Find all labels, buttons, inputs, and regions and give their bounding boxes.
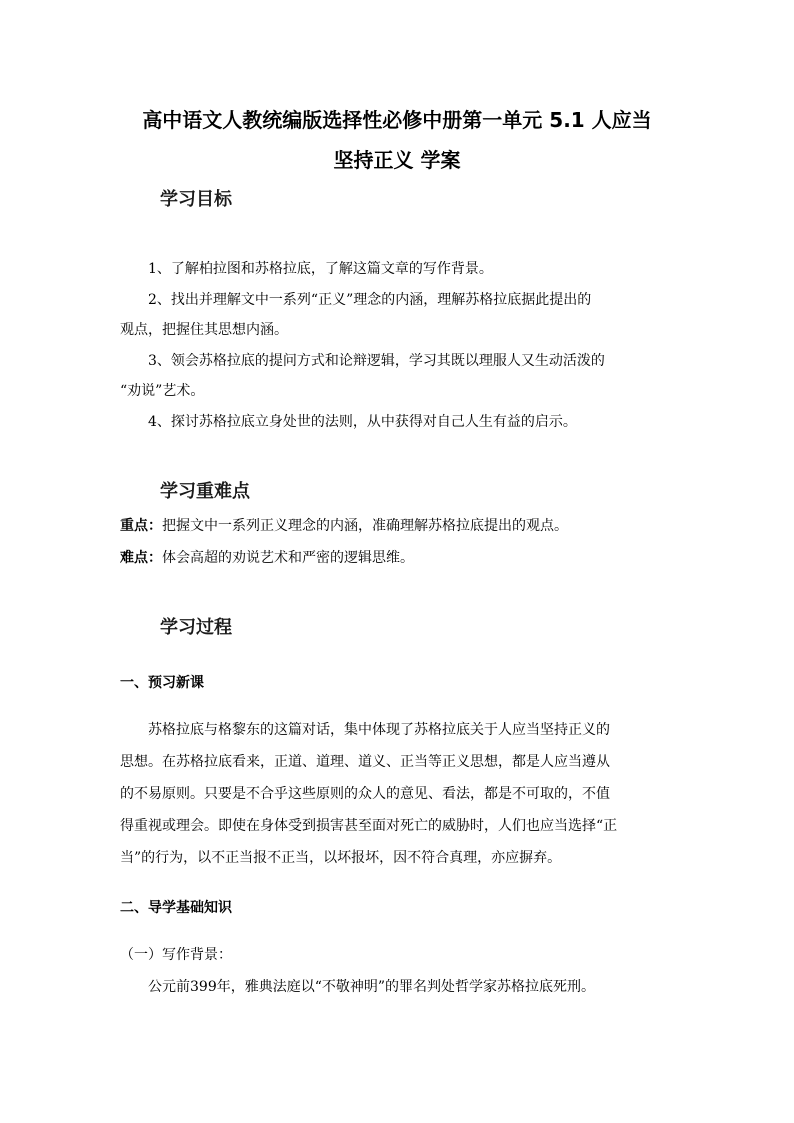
part1-heading: 一、预习新课 (120, 675, 204, 691)
objective-line: 4、探讨苏格拉底立身处世的法则，从中获得对自己人生有益的启示。 (148, 414, 577, 430)
focus-label: 重点： (120, 518, 162, 534)
process-heading: 学习过程 (160, 617, 232, 638)
objective-line: 2、找出并理解文中一系列“正义”理念的内涵，理解苏格拉底据此提出的 (148, 292, 592, 308)
objective-line: “劝说”艺术。 (120, 383, 205, 399)
focus-line (120, 516, 568, 536)
objectives-heading: 学习目标 (160, 189, 232, 210)
difficulty-line (120, 548, 414, 568)
objective-line: 1、了解柏拉图和苏格拉底，了解这篇文章的写作背景。 (148, 261, 493, 277)
paragraph-line: 思想。在苏格拉底看来，正道、道理、道义、正当等正义思想，都是人应当遵从 (120, 754, 610, 770)
objective-line: 3、领会苏格拉底的提问方式和论辩逻辑，学习其既以理服人又生动活泼的 (148, 353, 605, 369)
difficulty-label: 难点： (120, 550, 162, 566)
key-points-heading: 学习重难点 (160, 481, 250, 502)
paragraph-line: 当”的行为，以不正当报不正当，以坏报坏，因不符合真理，亦应摒弃。 (120, 850, 562, 866)
paragraph-line: 苏格拉底与格黎东的这篇对话，集中体现了苏格拉底关于人应当坚持正义的 (148, 722, 610, 738)
paragraph-line: 的不易原则。只要是不合乎这些原则的众人的意见、看法，都是不可取的，不值 (120, 786, 610, 802)
difficulty-text: 体会高超的劝说艺术和严密的逻辑思维。 (162, 550, 414, 566)
document-title-line-2: 坚持正义 学案 (333, 148, 461, 172)
objective-line: 观点，把握住其思想内涵。 (120, 322, 288, 338)
background-sub-heading: （一）写作背景： (120, 947, 232, 963)
part2-heading: 二、导学基础知识 (120, 900, 232, 916)
paragraph-line: 公元前399年，雅典法庭以“不敬神明”的罪名判处哲学家苏格拉底死刑。 (148, 979, 596, 995)
document-title-line-1: 高中语文人教统编版选择性必修中册第一单元 5.1 人应当 (142, 108, 652, 132)
paragraph-line: 得重视或理会。即使在身体受到损害甚至面对死亡的威胁时，人们也应当选择“正 (120, 818, 618, 834)
focus-text: 把握文中一系列正义理念的内涵，准确理解苏格拉底提出的观点。 (162, 518, 568, 534)
